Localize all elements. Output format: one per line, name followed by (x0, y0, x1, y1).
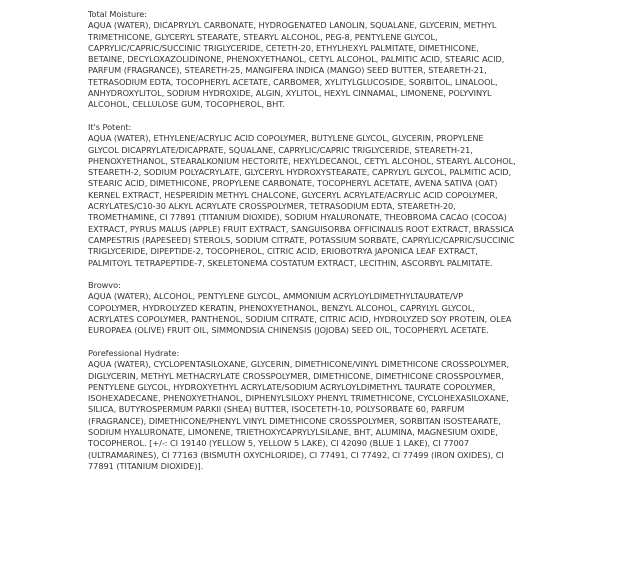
ingredient-line: TRIGLYCERIDE, DIPEPTIDE-2, TOCOPHEROL, CITRIC ACID, ERIOBOTRYA JAPONICA LEAF EXTRACT, (88, 246, 478, 257)
ingredient-line: AQUA (WATER), ETHYLENE/ACRYLIC ACID COPOLYMER, BUTYLENE GLYCOL, GLYCERIN, PROPYLENE (88, 133, 484, 144)
ingredient-line: AQUA (WATER), DICAPRYLYL CARBONATE, HYDROGENATED LANOLIN, SQUALANE, GLYCERIN, METHYL (88, 20, 497, 31)
ingredient-line: (ULTRAMARINES), CI 77163 (BISMUTH OXYCHLORIDE), CI 77491, CI 77492, CI 77499 (IRON OXIDES), CI (88, 449, 504, 460)
ingredient-line: ALCOHOL, CELLULOSE GUM, TOCOPHEROL, BHT. (88, 99, 285, 110)
section-title: Porefessional Hydrate: (88, 347, 180, 358)
section-title: It's Potent: (88, 121, 132, 132)
ingredient-line: EUROPAEA (OLIVE) FRUIT OIL, SIMMONDSIA CHINENSIS (JOJOBA) SEED OIL, TOCOPHERYL ACETATE. (88, 325, 489, 336)
ingredient-line: GLYCOL DICAPRYLATE/DICAPRATE, SQUALANE, CAPRYLIC/CAPRIC TRIGLYCERIDE, STEARETH-21, (88, 144, 473, 155)
ingredient-line: PARFUM (FRAGRANCE), STEARETH-25, MANGIFERA INDICA (MANGO) SEED BUTTER, STEARETH-21, (88, 65, 487, 76)
ingredient-line: DIGLYCERIN, METHYL METHACRYLATE CROSSPOLYMER, DIMETHICONE, DIMETHICONE CROSSPOLYMER, (88, 370, 504, 381)
ingredient-line: BETAINE, DECYLOXAZOLIDINONE, PHENOXYETHANOL, CETYL ALCOHOL, PALMITIC ACID, STEARIC ACID, (88, 54, 505, 65)
ingredient-line: STEARIC ACID, DIMETHICONE, PROPYLENE CARBONATE, TOCOPHERYL ACETATE, AVENA SATIVA (OAT) (88, 178, 498, 189)
ingredient-line: ACRYLATES COPOLYMER, PANTHENOL, SODIUM CITRATE, CITRIC ACID, HYDROLYZED SOY PROTEIN, OLEA (88, 314, 512, 325)
ingredient-document (88, 9, 568, 483)
ingredient-line: 77891 (TITANIUM DIOXIDE)]. (88, 460, 204, 471)
ingredient-line: SODIUM HYALURONATE, LIMONENE, TRIETHOXYCAPRYLYLSILANE, BHT, ALUMINA, MAGNESIUM OXIDE, (88, 426, 498, 437)
ingredient-line: (FRAGRANCE), DIMETHICONE/PHENYL VINYL DIMETHICONE CROSSPOLYMER, SORBITAN ISOSTEARATE, (88, 415, 501, 426)
section-title: Total Moisture: (88, 9, 147, 19)
ingredient-line: PHENOXYETHANOL, STEARALKONIUM HECTORITE, HEXYLDECANOL, CETYL ALCOHOL, STEARYL ALCOHOL, (88, 155, 516, 166)
ingredient-line: TROMETHAMINE, CI 77891 (TITANIUM DIOXIDE), SODIUM HYALURONATE, THEOBROMA CACAO (COCOA) (88, 212, 507, 223)
section-total-moisture (88, 9, 568, 111)
ingredient-line: AQUA (WATER), ALCOHOL, PENTYLENE GLYCOL, AMMONIUM ACRYLOYLDIMETHYLTAURATE/VP (88, 291, 464, 302)
ingredient-line: AQUA (WATER), CYCLOPENTASILOXANE, GLYCERIN, DIMETHICONE/VINYL DIMETHICONE CROSSPOLYMER, (88, 359, 510, 370)
section-browvo (88, 280, 568, 336)
ingredient-line: PALMITOYL TETRAPEPTIDE-7, SKELETONEMA COSTATUM EXTRACT, LECITHIN, ASCORBYL PALMITATE. (88, 257, 493, 268)
ingredient-line: EXTRACT, PYRUS MALUS (APPLE) FRUIT EXTRACT, SANGUISORBA OFFICINALIS ROOT EXTRACT, BRASSICA (88, 223, 514, 234)
ingredient-line: KERNEL EXTRACT, HESPERIDIN METHYL CHALCONE, GLYCERYL ACRYLATE/ACRYLIC ACID COPOLYMER, (88, 189, 498, 200)
ingredient-line: STEARETH-2, SODIUM POLYACRYLATE, GLYCERYL HYDROXYSTEARATE, CAPRYLYL GLYCOL, PALMITIC ACID, (88, 167, 512, 178)
ingredient-line: ANHYDROXYLITOL, SODIUM HYDROXIDE, ALGIN, XYLITOL, HEXYL CINNAMAL, LIMONENE, POLYVINYL (88, 88, 492, 99)
section-porefessional-hydrate (88, 348, 568, 472)
ingredient-line: TOCOPHEROL. [+/-: CI 19140 (YELLOW 5, YELLOW 5 LAKE), CI 42090 (BLUE 1 LAKE), CI 77007 (88, 438, 469, 449)
ingredient-line: CAPRYLIC/CAPRIC/SUCCINIC TRIGLYCERIDE, CETETH-20, ETHYLHEXYL PALMITATE, DIMETHICONE, (88, 42, 479, 53)
ingredient-line: CAMPESTRIS (RAPESEED) STEROLS, SODIUM CITRATE, POTASSIUM SORBATE, CAPRYLIC/CAPRIC/SUCCINIC (88, 234, 515, 245)
ingredient-line: TRIMETHICONE, GLYCERYL STEARATE, STEARYL ALCOHOL, PEG-8, PENTYLENE GLYCOL, (88, 31, 438, 42)
ingredient-line: ISOHEXADECANE, PHENOXYETHANOL, DIPHENYLSILOXY PHENYL TRIMETHICONE, CYCLOHEXASILOXANE, (88, 393, 509, 404)
section-its-potent (88, 122, 568, 269)
ingredient-line: COPOLYMER, HYDROLYZED KERATIN, PHENOXYETHANOL, BENZYL ALCOHOL, CAPRYLYL GLYCOL, (88, 302, 475, 313)
ingredient-line: PENTYLENE GLYCOL, HYDROXYETHYL ACRYLATE/SODIUM ACRYLOYLDIMETHYL TAURATE COPOLYMER, (88, 381, 496, 392)
ingredient-line: SILICA, BUTYROSPERMUM PARKII (SHEA) BUTTER, ISOCETETH-10, POLYSORBATE 60, PARFUM (88, 404, 465, 415)
ingredient-line: TETRASODIUM EDTA, TOCOPHERYL ACETATE, CARBOMER, XYLITYLGLUCOSIDE, SORBITOL, LINALOOL, (88, 76, 498, 87)
section-title: Browvo: (88, 280, 121, 291)
ingredient-line: ACRYLATES/C10-30 ALKYL ACRYLATE CROSSPOLYMER, TETRASODIUM EDTA, STEARETH-20, (88, 201, 456, 212)
